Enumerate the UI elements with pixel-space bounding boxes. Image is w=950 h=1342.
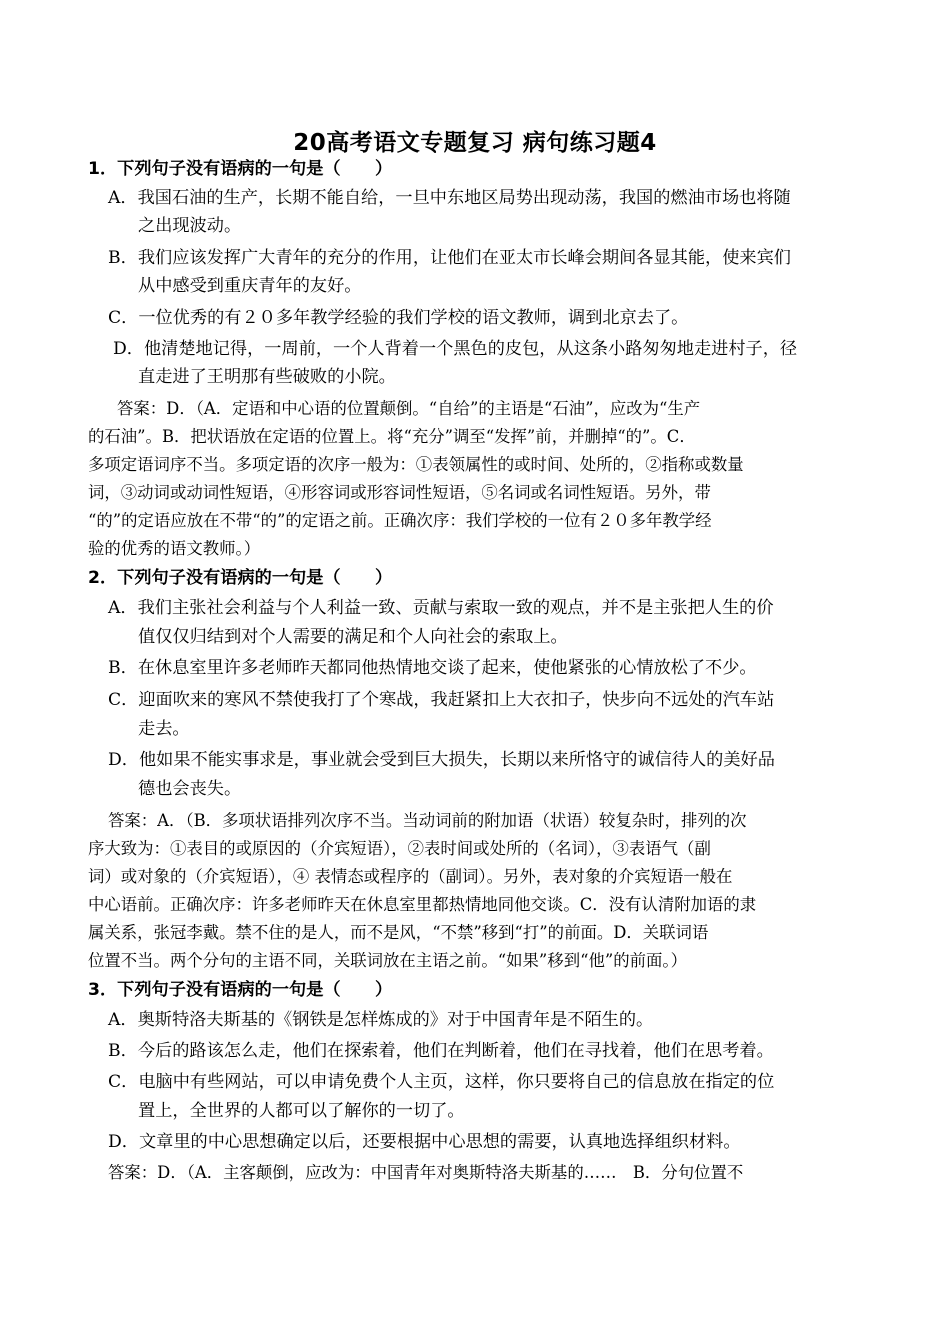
question-2-stem: 2．下列句子没有语病的一句是（ ） [88,568,393,588]
question-2-option-b: B．在休息室里许多老师昨天都同他热情地交谈了起来，使他紧张的心情放松了不少。 [108,658,757,678]
question-1-answer-line: 词，③动词或动词性短语，④形容词或形容词性短语，⑤名词或名词性短语。另外，带 [88,483,711,502]
question-1-answer-line: 多项定语词序不当。多项定语的次序一般为：①表领属性的或时间、处所的，②指称或数量 [88,455,744,474]
question-1-option-a: A．我国石油的生产，长期不能自给，一旦中东地区局势出现动荡，我国的燃油市场也将随 [108,188,791,208]
question-2-option-c: C．迎面吹来的寒风不禁使我打了个寒战，我赶紧扣上大衣扣子，快步向不远处的汽车站 [108,690,775,710]
question-2-answer-line: 词）或对象的（介宾短语），④ 表情态或程序的（副词）。另外，表对象的介宾短语一般在 [88,867,733,886]
question-1-option-c: C．一位优秀的有２０多年教学经验的我们学校的语文教师，调到北京去了。 [108,308,689,328]
question-1-option-d: D．他清楚地记得，一周前，一个人背着一个黑色的皮包，从这条小路匆匆地走进村子，径 [113,339,798,359]
question-2-answer-line: 位置不当。两个分句的主语不同，关联词放在主语之前。“如果”移到“他”的前面。） [88,951,687,970]
question-3-option-c-cont: 置上，全世界的人都可以了解你的一切了。 [138,1101,465,1121]
question-2-option-d-cont: 德也会丧失。 [138,779,242,799]
page-title: 20高考语文专题复习 病句练习题4 [293,130,657,156]
question-1-option-b-cont: 从中感受到重庆青年的友好。 [138,276,362,296]
question-1-answer-line: “的”的定语应放在不带“的”的定语之前。正确次序：我们学校的一位有２０多年教学经 [88,511,712,530]
question-2-option-d: D．他如果不能实事求是，事业就会受到巨大损失，长期以来所恪守的诚信待人的美好品 [108,750,775,770]
question-1-option-a-cont: 之出现波动。 [138,216,242,236]
question-1-answer-line: 的石油”。B．把状语放在定语的位置上。将“充分”调至“发挥”前，并删掉“的”。C． [88,427,696,446]
question-3-option-c: C．电脑中有些网站，可以申请免费个人主页，这样，你只要将自己的信息放在指定的位 [108,1072,775,1092]
question-1-option-d-cont: 直走进了王明那有些破败的小院。 [138,367,396,387]
question-1-answer-line: 验的优秀的语文教师。） [88,539,261,558]
question-2-answer-line: 属关系，张冠李戴。禁不住的是人，而不是风，“不禁”移到“打”的前面。D．关联词语 [88,923,709,942]
question-3-stem: 3．下列句子没有语病的一句是（ ） [88,980,393,1000]
question-1-option-b: B．我们应该发挥广大青年的充分的作用，让他们在亚太市长峰会期间各显其能，使来宾们 [108,248,791,268]
question-3-option-d: D．文章里的中心思想确定以后，还要根据中心思想的需要，认真地选择组织材料。 [108,1132,741,1152]
question-3-option-a: A．奥斯特洛夫斯基的《钢铁是怎样炼成的》对于中国青年是不陌生的。 [108,1010,654,1030]
question-2-option-c-cont: 走去。 [138,719,190,739]
question-2-answer-line: 答案：A．（B．多项状语排列次序不当。当动词前的附加语（状语）较复杂时，排列的次 [108,811,747,830]
question-3-answer-line: 答案：D．（A．主客颠倒，应改为：中国青年对奥斯特洛夫斯基的…… B．分句位置不 [108,1163,744,1182]
question-2-answer-line: 序大致为：①表目的或原因的（介宾短语），②表时间或处所的（名词），③表语气（副 [88,839,711,858]
question-2-option-a-cont: 值仅仅归结到对个人需要的满足和个人向社会的索取上。 [138,627,568,647]
question-2-answer-line: 中心语前。正确次序：许多老师昨天在休息室里都热情地同他交谈。C．没有认清附加语的隶 [88,895,757,914]
question-1-answer-line: 答案：D．（A．定语和中心语的位置颠倒。“自给”的主语是“石油”，应改为“生产 [117,399,701,418]
question-3-option-b: B．今后的路该怎么走，他们在探索着，他们在判断着，他们在寻找着，他们在思考着。 [108,1041,774,1061]
question-1-stem: 1．下列句子没有语病的一句是（ ） [88,159,393,179]
question-2-option-a: A．我们主张社会利益与个人利益一致、贡献与索取一致的观点，并不是主张把人生的价 [108,598,774,618]
